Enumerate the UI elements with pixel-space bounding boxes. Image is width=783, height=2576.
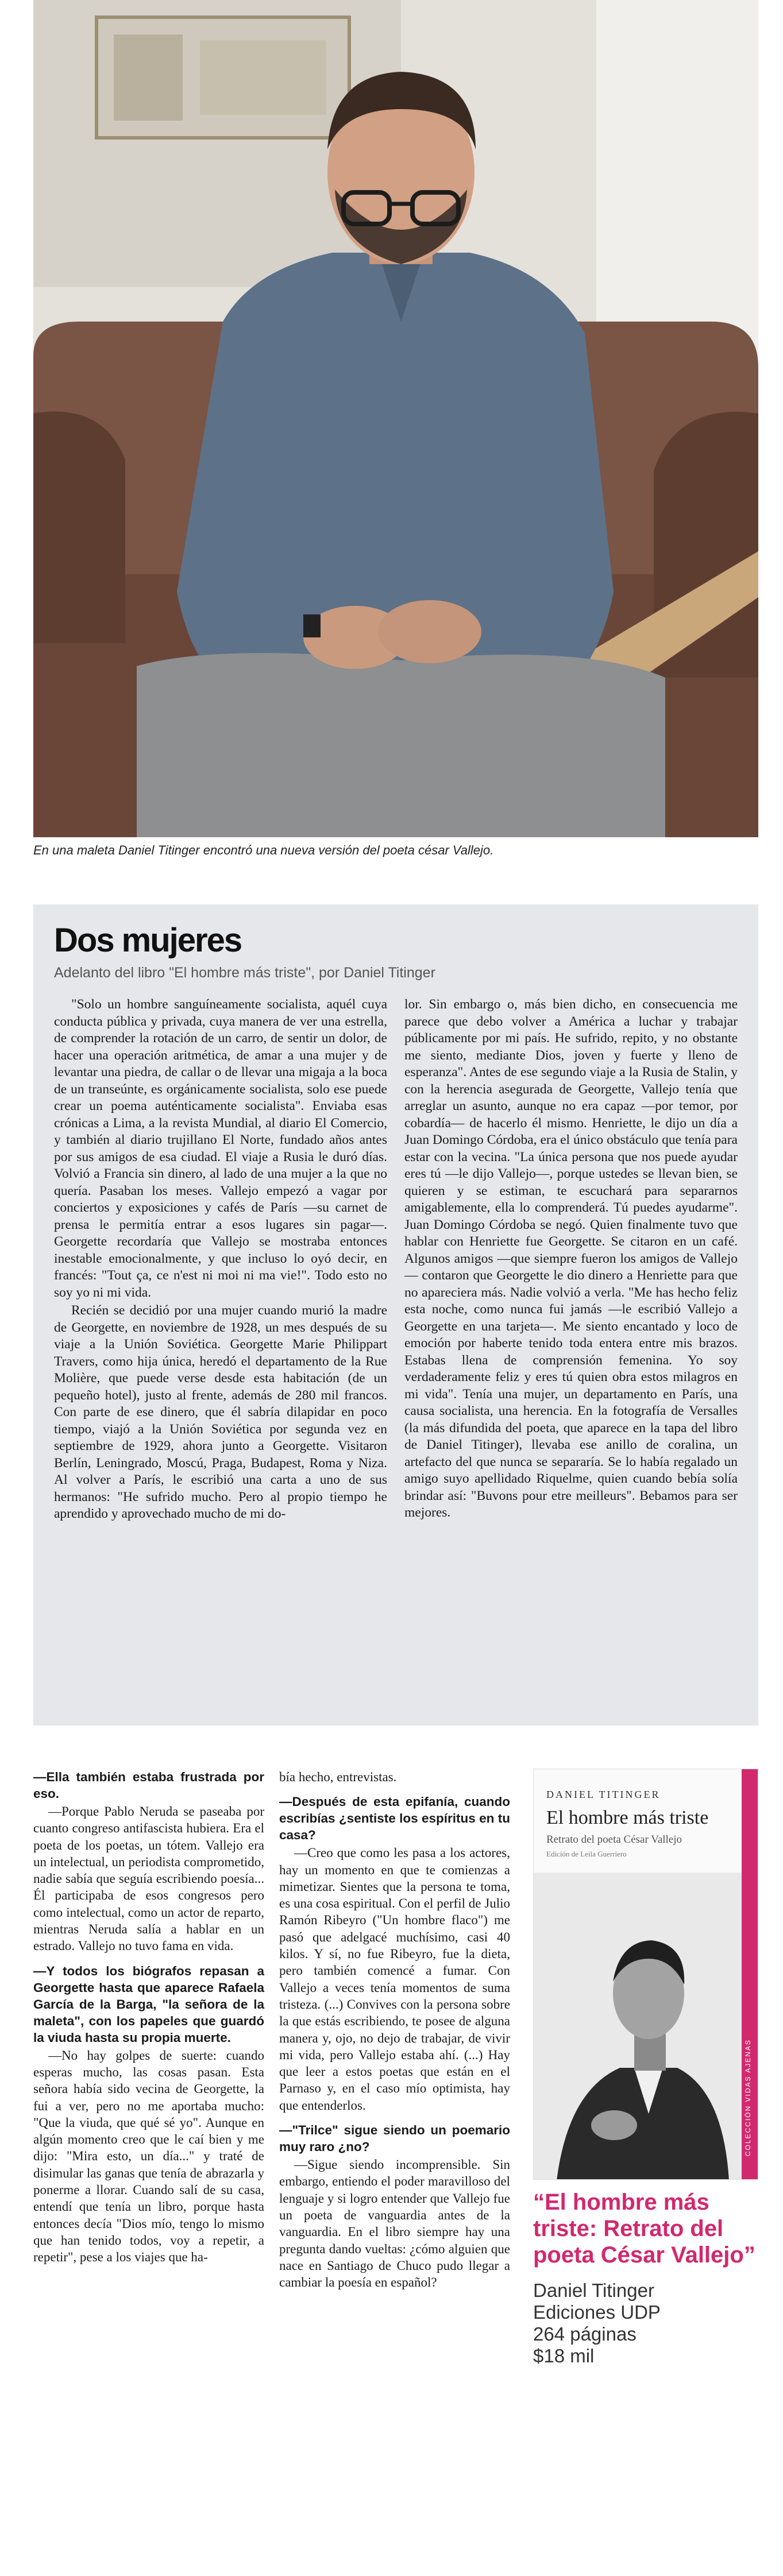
box-column-2 — [404, 996, 738, 1524]
cover-title: El hombre más triste — [546, 1807, 709, 1828]
book-pages: 264 páginas — [533, 2323, 637, 2345]
portrait-illustration — [33, 0, 758, 837]
cover-portrait-image — [534, 1873, 743, 2180]
photo-caption: En una maleta Daniel Titinger encontró una nueva versión del poeta césar Vallejo. — [33, 843, 494, 857]
sidebar-box — [33, 904, 758, 1726]
interview-question: —Y todos los biógrafos repasan a Georgette hasta que aparece Rafaela García de la Barga, "la señora de la maleta", con los papeles que guardó la viuda hasta su propia muerte. — [33, 1963, 264, 2045]
book-title: “El hombre más triste: Retrato del poeta César Vallejo” — [533, 2190, 755, 2268]
cover-author: DANIEL TITINGER — [546, 1789, 661, 1800]
cover-spine-text: COLECCIÓN VIDAS AJENAS — [744, 2039, 752, 2156]
box-subtitle: Adelanto del libro "El hombre más triste", por Daniel Titinger — [54, 965, 435, 981]
box-column-1 — [54, 996, 387, 1524]
interview-columns — [33, 1769, 510, 2573]
box-paragraph: Recién se decidió por una mujer cuando murió la madre de Georgette, en noviembre de 1928, un mes después de su viaje a la Unión Soviética. Georgette Marie Philippart Travers, como hija única, heredó el departamento de la Rue Molière, que puede verse desde esta habitación (de un pequeño hotel), justo al frente, además de 280 mil francos. Con parte de ese dinero, que él sabría dilapidar en poco tiempo, viajó a la Unión Soviética por segunda vez en septiembre de 1929, ahora junto a Georgette. Visitaron Berlín, Leningrado, Moscú, Praga, Budapest, Roma y Niza. Al volver a París, le escribió una carta a uno de sus hermanos: "He sufrido mucho. Pero al propio tiempo he aprendido y aprovechado mucho de mi do- — [54, 1303, 387, 1521]
cover-subtitle: Retrato del poeta César Vallejo — [546, 1834, 682, 1846]
interview-answer: —Creo que como les pasa a los actores, hay un momento en que te comienzas a mimetizar. Sientes que la persona te toma, es una cosa espiritual. Con el perfil de Julio Ramón Ribeyro ("Un hombre flaco") me pasó que adelgacé muchísimo, casi 40 kilos. Y sí, no fue Ribeyro, fue la dieta, pero también comencé a fumar. Con Vallejo a veces tenía momentos de suma tristeza. (...) Convives con la persona sobre la que estás escribiendo, te posee de alguna manera y, ojo, no dejo de trabajar, de vivir mi vida, pero Vallejo estaba ahí. (...) Hay que leer a estos poetas que están en el Parnaso y, en el caso mío optimista, hay que entenderlos. — [279, 1846, 510, 2113]
book-publisher: Ediciones UDP — [533, 2302, 661, 2323]
book-sidebar — [533, 1769, 758, 2367]
book-author: Daniel Titinger — [533, 2280, 654, 2301]
interview-question: —"Trilce" sigue siendo un poemario muy raro ¿no? — [279, 2123, 510, 2155]
interview-question: —Después de esta epifanía, cuando escribías ¿sentiste los espíritus en tu casa? — [279, 1794, 510, 1843]
interview-column-2 — [279, 1769, 510, 2573]
interview-answer: bía hecho, entrevistas. — [279, 1770, 397, 1784]
box-paragraph: lor. Sin embargo o, más bien dicho, en consecuencia me parece que debo volver a América a luchar y trabajar públicamente por mi país. He sufrido, repito, y no obstante me siento, mediante Dios, joven y fuerte y lleno de esperanza". Antes de ese segundo viaje a la Rusia de Stalin, y con la herencia asegurada de Georgette, Vallejo tenía que arreglar un asunto, aunque no era capaz —por temor, por cobardía— de hacerlo él mismo. Henriette, le dijo un día a Juan Domingo Córdoba, era el único obstáculo que tenía para estar con la vecina. "La única persona que nos puede ayudar eres tú —le dijo Vallejo—, porque ustedes se llevan bien, se quieren y se estiman, te escuchará para separarnos amigablemente, ella lo comprenderá. Tú puedes ayudarme". Juan Domingo Córdoba se negó. Quien finalmente tuvo que hablar con Henriette fue Georgette. Se citaron en un café. Algunos amigos —que siempre fueron los amigos de Vallejo— contaron que Georgette le dio dinero a Henriette para que no apareciera más. Nadie volvió a verla. "Me has hecho feliz esta noche, como nunca fui jamás —le escribió Vallejo a Georgette en una tarjeta—. Me siento encantado y loco de emoción por haberte tenido toda entera entre mis brazos. Estabas llena de comprensión femenina. Yo soy verdaderamente feliz y eres tú quien obra estos milagros en mi vida". Tenía una mujer, un departamento en París, una causa socialista, una herencia. En la fotografía de Versalles (la más difundida del poeta, que aparece en la tapa del libro de Daniel Titinger), llevaba ese anillo de coralina, un artefacto del que nunca se separaría. Se lo había regalado un amigo suyo apellidado Riquelme, quien cuando bebía solía brindar así: "Buvons pour etre meilleurs". Bebamos para ser mejores. — [404, 997, 738, 1520]
book-cover — [533, 1769, 758, 2180]
interview-question: —Ella también estaba frustrada por eso. — [33, 1770, 264, 1801]
cover-edition: Edición de Leila Guerriero — [546, 1850, 627, 1858]
interview-answer: —Sigue siendo incomprensible. Sin embargo, entiendo el poder maravilloso del lenguaje y si logro entender que Vallejo fue un poeta de vanguardia antes de la vanguardia. En el libro siempre hay una pregunta dando vueltas: ¿cómo alguien que nace en Santiago de Chuco pudo llegar a cambiar la poesía en español? — [279, 2157, 510, 2290]
cover-spine-strip — [742, 1769, 758, 2179]
interview-answer: —Porque Pablo Neruda se paseaba por cuanto congreso antifascista hubiera. Era el poeta de los poetas, un tótem. Vallejo era un intelectual, un periodista comprometido, nadie sabía que seguía escribiendo poesía... Él participaba de esos congresos pero como intelectual, como un actor de reparto, mientras Neruda salía a hablar en un estrado. Vallejo no tuvo fama en vida. — [33, 1804, 264, 1954]
box-title: Dos mujeres — [54, 922, 242, 959]
box-paragraph: "Solo un hombre sanguíneamente socialista, aquél cuya conducta pública y privada, cuya manera de ver una estrella, de comprender la rotación de un carro, de sentir un dolor, de hacer una operación aritmética, de amar a una mujer y de levantar una piedra, de callar o de llevar una migaja a la boca de un transeúnte, es orgánicamente socialista, solo ese puede crear un poema auténticamente socialista". Enviaba esas crónicas a Lima, a la revista Mundial, al diario El Comercio, y también al diario trujillano El Norte, fundado años antes por sus amigos de esa ciudad. El viaje a Rusia le duró días. Volvió a Francia sin dinero, al lado de una mujer a la que no quería. Pasaban los meses. Vallejo empezó a vagar por conciertos y exposiciones y cafés de París —su carnet de prensa le permitía entrar a esos lugares sin pagar—. Georgette recordaría que Vallejo se mostraba entonces inestable emocionalmente, y que incluso lo oyó decir, en francés: "Tout ça, ce n'est ni moi ni ma vie!". Todo esto no soy yo ni mi vida. — [54, 997, 387, 1300]
book-info — [533, 2280, 758, 2367]
interview-column-1 — [33, 1769, 264, 2573]
portrait-photo — [33, 0, 758, 837]
interview-answer: —No hay golpes de suerte: cuando esperas mucho, las cosas pasan. Esta señora había sido vecina de Georgette, la fui a ver, pero no me aportaba mucho: "Que la viuda, que qué sé yo". Aunque en algún momento creo que le caí bien y me dijo: "Mira esto, un día..." y traté de disimular las ganas que tenía de abrazarla y ponerme a llorar. Cuando salí de su casa, entendí que tenía un libro, porque hasta entonces decía "Dios mío, tengo lo mismo que han tenido todos, voy a repetir, a repetir", pese a los viajes que ha- — [33, 2048, 264, 2265]
book-price: $18 mil — [533, 2345, 595, 2366]
